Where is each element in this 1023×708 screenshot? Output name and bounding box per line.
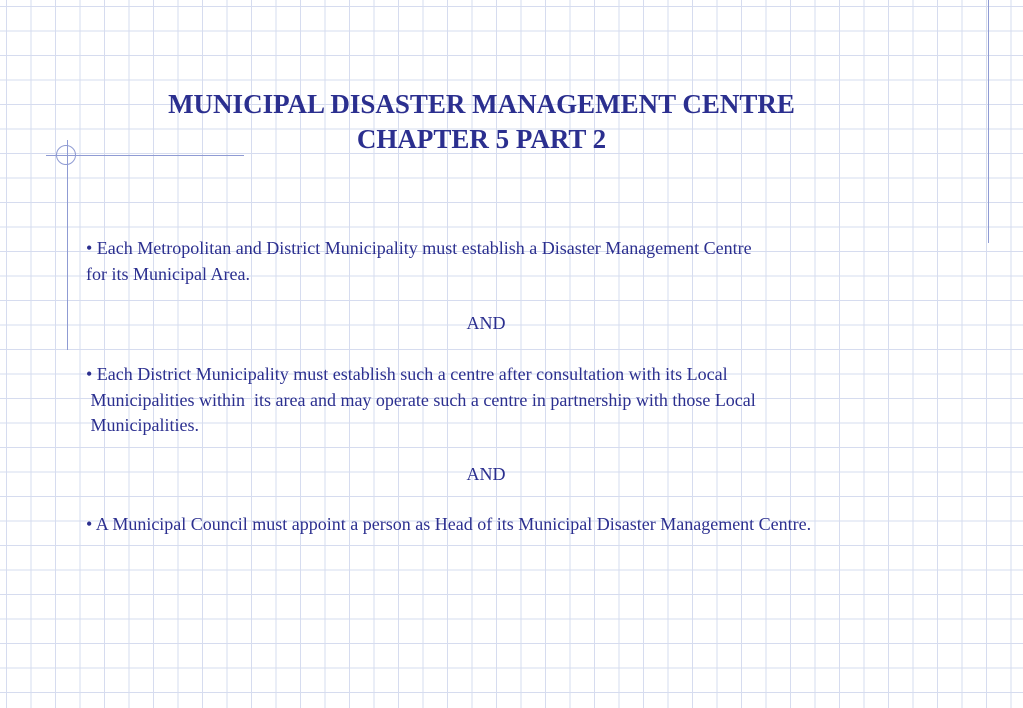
bullet-2 xyxy=(86,362,986,439)
left-ring-ornament xyxy=(56,145,76,165)
title-line-1: MUNICIPAL DISASTER MANAGEMENT CENTRE xyxy=(168,89,795,119)
slide-title xyxy=(80,87,883,157)
bullet-2-line-2: Municipalities within its area and may operate such a centre in partnership with those Local xyxy=(86,389,756,410)
and-separator-1: AND xyxy=(466,313,506,333)
and-separator-2: AND xyxy=(466,464,506,484)
title-line-2: CHAPTER 5 PART 2 xyxy=(356,124,607,154)
bullet-1-line-2: for its Municipal Area. xyxy=(86,263,250,284)
right-vertical-rule xyxy=(988,0,989,243)
left-vertical-rule xyxy=(67,140,68,350)
bullet-3: • A Municipal Council must appoint a person as Head of its Municipal Disaster Management Centre. xyxy=(86,514,812,534)
bullet-1-line-1: • Each Metropolitan and District Municipality must establish a Disaster Management Centre xyxy=(86,238,752,258)
bullet-2-line-3: Municipalities. xyxy=(86,415,199,435)
bullet-1 xyxy=(86,236,986,287)
bullet-2-line-1: • Each District Municipality must establish such a centre after consultation with its Local xyxy=(86,364,728,384)
